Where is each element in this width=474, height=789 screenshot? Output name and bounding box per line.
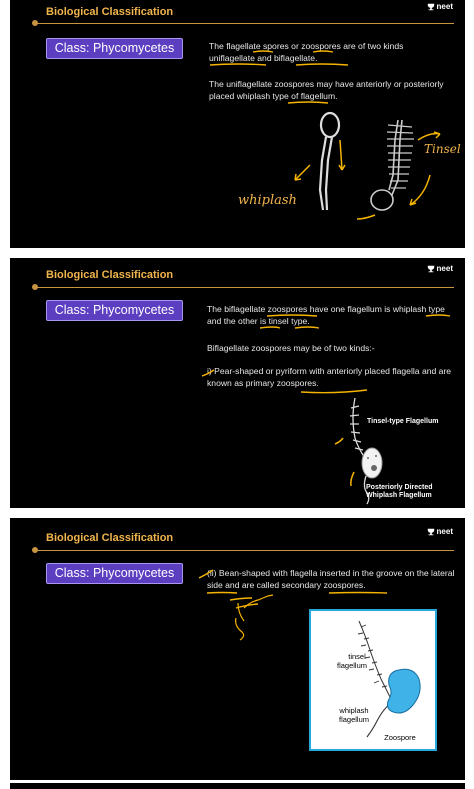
slide-1 [10,0,465,248]
label-whiplash-line2: Whiplash Flagellum [366,492,432,499]
neet-brand: neet [436,527,453,536]
label-whiplash-line1: whiplash [339,706,369,715]
slide-title: Biological Classification [46,6,174,18]
label-tinsel-line1: tinsel [348,652,366,661]
class-label-box: Class: Phycomycetes [46,563,183,584]
class-label-box: Class: Phycomycetes [46,300,183,321]
slide-title: Biological Classification [46,532,174,544]
flagella-drawings [10,0,465,248]
label-tinsel-line2: flagellum [336,661,367,670]
whiplash-flagellum-drawing [320,113,339,210]
zoospore-figure [309,609,437,751]
arrow-icon [295,132,440,219]
paragraph-biflagellate: The biflagellate zoospores have one flagellum is whiplash type and the other is tinsel type. [207,304,445,326]
slide-title: Biological Classification [46,269,174,281]
annotation-underlines [199,570,387,608]
slide-2 [10,258,465,508]
next-slide-edge [10,783,465,789]
label-zoospore: Zoospore [384,733,416,742]
neet-brand: neet [436,264,453,273]
neet-brand: neet [436,2,453,11]
zoospore-drawing [311,611,435,749]
annotation-underlines [202,315,450,393]
handwritten-tinsel: Tinsel [424,142,461,156]
paragraph-bean-shaped: (ii) Bean-shaped with flagella inserted in the groove on the lateral side and are called secondary zoospores. [207,568,455,590]
zoospore-drawing [362,448,382,478]
arrow-icon [335,438,354,486]
tinsel-flagellum-drawing [236,595,273,640]
paragraph-spore-kinds: The flagellate spores or zoospores are of two kinds uniflagellate and biflagellate. [209,41,404,63]
tinsel-flagellum-drawing [350,398,365,458]
label-whiplash-line2: flagellum [338,715,369,724]
paragraph-uniflagellate: The uniflagellate zoospores may have anteriorly or posteriorly placed whiplash type of flagellum. [209,79,444,101]
tinsel-flagellum-drawing [371,120,414,210]
annotation-underlines [210,51,348,103]
handwritten-whiplash: whiplash [238,193,297,208]
paragraph-pyriform: i) Pear-shaped or pyriform with anteriorly placed flagella and are known as primary zoospores. [207,366,452,388]
label-tinsel-type: Tinsel-type Flagellum [367,418,439,425]
paragraph-two-kinds: Biflagellate zoospores may be of two kinds:- [207,343,375,353]
slide-3 [10,518,465,780]
class-label-box: Class: Phycomycetes [46,38,183,59]
label-whiplash-line1: Posteriorly Directed [366,484,433,491]
pyriform-drawing [10,258,465,508]
